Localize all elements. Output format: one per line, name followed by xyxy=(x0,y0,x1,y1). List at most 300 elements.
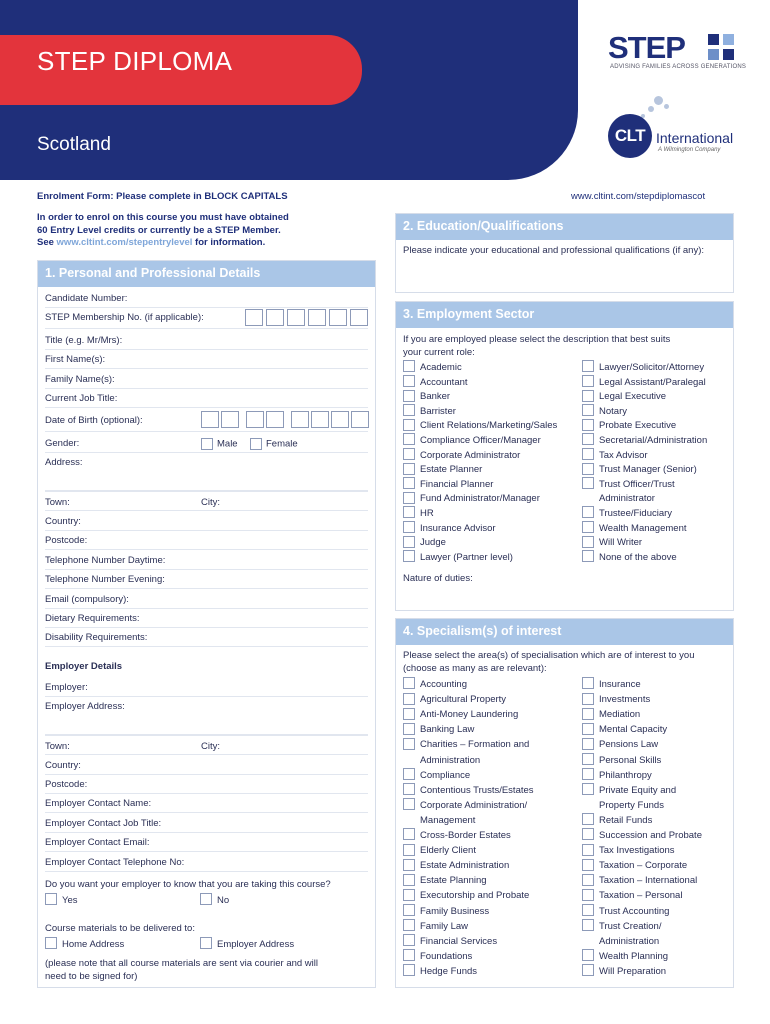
specialism-option[interactable] xyxy=(582,785,676,796)
dob-digit-box[interactable] xyxy=(246,411,264,428)
specialism-checkbox[interactable] xyxy=(403,889,415,901)
specialism-option[interactable] xyxy=(582,845,675,856)
employment-sector-option-label: Trustee/Fiduciary xyxy=(599,508,673,519)
employment-sector-option[interactable] xyxy=(582,391,666,402)
employment-sector-checkbox[interactable] xyxy=(403,375,415,387)
employment-sector-checkbox[interactable] xyxy=(403,477,415,489)
membership-digit-box[interactable] xyxy=(308,309,326,326)
specialism-option[interactable] xyxy=(582,951,668,962)
specialism-option[interactable] xyxy=(403,860,509,871)
employment-sector-checkbox[interactable] xyxy=(403,360,415,372)
specialism-option-label: Philanthropy xyxy=(599,769,652,781)
dob-digit-box[interactable] xyxy=(266,411,284,428)
specialism-option[interactable] xyxy=(403,770,470,781)
specialism-option[interactable] xyxy=(403,906,489,917)
specialism-option[interactable] xyxy=(403,724,474,735)
specialism-instructions-line-1: Please select the area(s) of specialisation which are of interest to you xyxy=(403,650,695,661)
employer-contact-name-field[interactable] xyxy=(45,793,368,813)
specialism-checkbox[interactable] xyxy=(403,738,415,750)
employment-sector-checkbox[interactable] xyxy=(582,448,594,460)
specialism-option[interactable] xyxy=(403,709,518,720)
specialism-checkbox[interactable] xyxy=(582,828,594,840)
employment-sector-option-label: Lawyer/Solicitor/Attorney xyxy=(599,362,705,373)
employment-sector-option-label: Lawyer (Partner level) xyxy=(420,551,513,563)
specialism-checkbox[interactable] xyxy=(582,783,594,795)
employment-sector-checkbox[interactable] xyxy=(403,448,415,460)
intro-line-2: 60 Entry Level credits or currently be a STEP Member. xyxy=(37,224,281,236)
specialism-checkbox[interactable] xyxy=(582,693,594,705)
intro-text xyxy=(37,212,337,250)
membership-digit-box[interactable] xyxy=(350,309,368,326)
specialism-option-label: Personal Skills xyxy=(599,754,662,766)
employment-sector-checkbox[interactable] xyxy=(582,506,594,518)
specialism-checkbox[interactable] xyxy=(403,874,415,886)
employment-sector-option[interactable] xyxy=(403,420,557,431)
specialism-option-label: Mental Capacity xyxy=(599,724,668,736)
employment-sector-option-label: None of the above xyxy=(599,551,677,563)
employment-sector-option-label: Legal Assistant/Paralegal xyxy=(599,376,706,388)
employer-contact-tel-field[interactable] xyxy=(45,852,368,872)
personal-details-panel xyxy=(37,260,376,988)
candidate-number-label: Candidate Number: xyxy=(45,293,128,304)
employer-address-label: Employer Address: xyxy=(45,701,125,712)
specialism-checkbox[interactable] xyxy=(403,964,415,976)
clt-international: International xyxy=(656,130,734,146)
employer-country-label: Country: xyxy=(45,760,81,771)
deliver-home-option[interactable] xyxy=(45,939,124,950)
home-address-checkbox[interactable] xyxy=(45,937,57,949)
clt-subtitle: A Wilmington Company xyxy=(658,147,721,153)
employer-details-heading: Employer Details xyxy=(45,661,123,672)
specialism-checkbox[interactable] xyxy=(403,783,415,795)
specialism-option-label: Will Preparation xyxy=(599,965,667,977)
employment-panel xyxy=(395,301,734,611)
address-field[interactable] xyxy=(45,452,368,491)
employer-town-city-field[interactable] xyxy=(45,735,368,755)
specialism-checkbox[interactable] xyxy=(403,859,415,871)
specialism-option[interactable] xyxy=(403,694,506,705)
employment-sector-option-label: Trust Manager (Senior) xyxy=(599,464,697,476)
entry-level-link[interactable]: www.cltint.com/stepentrylevel xyxy=(56,237,193,248)
job-title-label: Current Job Title: xyxy=(45,393,118,404)
specialism-checkbox[interactable] xyxy=(582,889,594,901)
specialism-checkbox[interactable] xyxy=(582,904,594,916)
dob-digit-box[interactable] xyxy=(291,411,309,428)
intro-see: See xyxy=(37,237,54,248)
employment-sector-option-label: Academic xyxy=(420,362,462,373)
specialism-checkbox[interactable] xyxy=(403,677,415,689)
gender-female-option[interactable] xyxy=(250,438,298,450)
specialism-checkbox[interactable] xyxy=(403,768,415,780)
employer-know-no[interactable] xyxy=(200,895,229,906)
employment-sector-checkbox[interactable] xyxy=(403,536,415,548)
employment-sector-checkbox[interactable] xyxy=(403,550,415,562)
employment-sector-option[interactable] xyxy=(403,391,450,402)
employment-sector-checkbox[interactable] xyxy=(403,404,415,416)
family-names-label: Family Name(s): xyxy=(45,374,115,385)
job-title-field[interactable] xyxy=(45,388,368,408)
town-city-field[interactable] xyxy=(45,491,368,511)
specialism-option-label: Pensions Law xyxy=(599,739,659,751)
step-tagline: ADVISING FAMILIES ACROSS GENERATIONS xyxy=(610,64,747,70)
specialism-checkbox[interactable] xyxy=(403,828,415,840)
employment-sector-option[interactable] xyxy=(403,508,434,519)
employment-sector-option-label: Tax Advisor xyxy=(599,449,648,461)
employment-sector-option-label: Administrator xyxy=(599,493,655,505)
specialism-option-label: Private Equity and xyxy=(599,784,677,796)
courier-note xyxy=(45,957,365,983)
tel-day-label: Telephone Number Daytime: xyxy=(45,555,166,566)
specialism-checkbox[interactable] xyxy=(582,964,594,976)
employment-sector-checkbox[interactable] xyxy=(582,419,594,431)
specialism-option[interactable] xyxy=(582,679,641,690)
title-label: Title (e.g. Mr/Mrs): xyxy=(45,335,123,346)
section-1-heading: 1. Personal and Professional Details xyxy=(38,261,375,287)
employment-sector-option[interactable] xyxy=(403,493,540,504)
specialism-checkbox[interactable] xyxy=(403,798,415,810)
specialism-checkbox[interactable] xyxy=(403,844,415,856)
specialism-option[interactable] xyxy=(403,679,467,690)
employment-sector-checkbox[interactable] xyxy=(403,521,415,533)
employer-contact-job-label: Employer Contact Job Title: xyxy=(45,818,162,829)
employment-sector-checkbox[interactable] xyxy=(403,506,415,518)
membership-digit-box[interactable] xyxy=(287,309,305,326)
employment-sector-option[interactable] xyxy=(403,479,493,490)
specialism-option[interactable] xyxy=(403,890,529,901)
dob-digit-box[interactable] xyxy=(351,411,369,428)
specialism-option-label: Banking Law xyxy=(420,724,475,736)
specialism-checkbox[interactable] xyxy=(582,949,594,961)
specialism-option[interactable] xyxy=(582,739,658,750)
dob-digit-box[interactable] xyxy=(221,411,239,428)
specialism-option[interactable] xyxy=(582,906,669,917)
specialism-option-label: Executorship and Probate xyxy=(420,890,530,902)
employer-city-label: City: xyxy=(201,741,220,752)
employment-sector-checkbox[interactable] xyxy=(582,521,594,533)
clt-logo xyxy=(608,96,738,160)
employment-sector-option-label: Legal Executive xyxy=(599,391,667,403)
specialism-option[interactable] xyxy=(582,724,667,735)
section-4-heading: 4. Specialism(s) of interest xyxy=(396,619,733,645)
email-field[interactable] xyxy=(45,589,368,609)
membership-digit-box[interactable] xyxy=(266,309,284,326)
specialism-option-label: Investments xyxy=(599,694,651,706)
clt-logo-text: CLT xyxy=(608,114,652,158)
specialism-option[interactable] xyxy=(403,785,534,796)
specialism-option[interactable] xyxy=(582,830,702,841)
specialism-option-label: Foundations xyxy=(420,950,473,962)
specialism-option[interactable] xyxy=(403,921,468,932)
specialism-option-label: Taxation – Personal xyxy=(599,890,683,902)
employment-sector-option-label: Judge xyxy=(420,537,446,549)
employment-sector-option-label: Trust Officer/Trust xyxy=(599,478,675,490)
tel-day-field[interactable] xyxy=(45,550,368,570)
specialism-option xyxy=(403,755,480,766)
employment-sector-option[interactable] xyxy=(403,435,541,446)
candidate-number-field[interactable] xyxy=(45,288,368,308)
employment-sector-option-label: Corporate Administrator xyxy=(420,449,521,461)
specialism-option[interactable] xyxy=(403,739,529,750)
specialism-option-label: Estate Administration xyxy=(420,860,510,872)
employment-sector-checkbox[interactable] xyxy=(582,550,594,562)
employment-sector-option[interactable] xyxy=(582,450,648,461)
dietary-field[interactable] xyxy=(45,608,368,628)
address-label: Address: xyxy=(45,457,83,468)
specialism-checkbox[interactable] xyxy=(403,919,415,931)
specialism-option[interactable] xyxy=(403,830,511,841)
specialism-checkbox[interactable] xyxy=(582,844,594,856)
specialism-option-label: Taxation – Corporate xyxy=(599,860,688,872)
employment-sector-checkbox[interactable] xyxy=(582,536,594,548)
specialism-option-label: Mediation xyxy=(599,709,641,721)
specialism-option[interactable] xyxy=(582,890,682,901)
tel-eve-label: Telephone Number Evening: xyxy=(45,574,165,585)
specialism-option[interactable] xyxy=(582,770,652,781)
first-names-label: First Name(s): xyxy=(45,354,106,365)
materials-question: Course materials to be delivered to: xyxy=(45,923,195,934)
employer-address-checkbox[interactable] xyxy=(200,937,212,949)
employer-contact-email-label: Employer Contact Email: xyxy=(45,837,150,848)
specialism-option[interactable] xyxy=(403,951,472,962)
specialism-panel xyxy=(395,618,734,988)
specialism-option-label: Compliance xyxy=(420,769,471,781)
specialism-option[interactable] xyxy=(403,875,487,886)
membership-number-label: STEP Membership No. (if applicable): xyxy=(45,312,204,323)
first-names-field[interactable] xyxy=(45,349,368,369)
employment-sector-checkbox[interactable] xyxy=(403,463,415,475)
specialism-option[interactable] xyxy=(403,936,497,947)
deliver-employer-option[interactable] xyxy=(200,939,294,950)
employment-sector-option[interactable] xyxy=(403,450,520,461)
employer-label: Employer: xyxy=(45,682,88,693)
female-label: Female xyxy=(266,438,298,450)
employer-contact-name-label: Employer Contact Name: xyxy=(45,798,152,809)
employment-sector-checkbox[interactable] xyxy=(403,433,415,445)
specialism-checkbox[interactable] xyxy=(582,723,594,735)
specialism-checkbox[interactable] xyxy=(582,859,594,871)
page-title: STEP DIPLOMA xyxy=(37,46,233,76)
specialism-option-label: Financial Services xyxy=(420,935,498,947)
employment-sector-checkbox[interactable] xyxy=(403,419,415,431)
specialism-checkbox[interactable] xyxy=(582,813,594,825)
specialism-checkbox[interactable] xyxy=(582,768,594,780)
specialism-option-label: Cross-Border Estates xyxy=(420,830,511,841)
employment-sector-option-label: Notary xyxy=(599,405,627,417)
employer-country-field[interactable] xyxy=(45,755,368,775)
specialism-option-label: Elderly Client xyxy=(420,845,476,857)
nature-of-duties-label: Nature of duties: xyxy=(403,573,473,584)
employment-sector-option[interactable] xyxy=(582,552,677,563)
section-2-heading: 2. Education/Qualifications xyxy=(396,214,733,240)
specialism-checkbox[interactable] xyxy=(403,693,415,705)
specialism-option-label: Charities – Formation and xyxy=(420,739,530,751)
specialism-option-label: Administration xyxy=(420,754,481,766)
specialism-option[interactable] xyxy=(582,966,666,977)
employment-sector-option[interactable] xyxy=(582,406,627,417)
gender-male-option[interactable] xyxy=(201,438,238,450)
employment-sector-option[interactable] xyxy=(582,479,675,490)
specialism-checkbox[interactable] xyxy=(582,708,594,720)
tel-eve-field[interactable] xyxy=(45,569,368,589)
specialism-option[interactable] xyxy=(403,800,527,811)
employment-sector-option[interactable] xyxy=(403,552,513,563)
family-names-field[interactable] xyxy=(45,369,368,389)
specialism-option[interactable] xyxy=(582,815,652,826)
female-checkbox[interactable] xyxy=(250,438,262,450)
specialism-checkbox[interactable] xyxy=(403,949,415,961)
enrolment-note: Enrolment Form: Please complete in BLOCK CAPITALS xyxy=(37,191,288,202)
specialism-checkbox[interactable] xyxy=(582,874,594,886)
intro-info: for information. xyxy=(195,237,266,248)
employment-sector-option-label: Insurance Advisor xyxy=(420,522,496,534)
postcode-field[interactable] xyxy=(45,530,368,550)
employment-sector-checkbox[interactable] xyxy=(582,375,594,387)
specialism-checkbox[interactable] xyxy=(582,753,594,765)
step-logo xyxy=(608,30,747,74)
employer-postcode-label: Postcode: xyxy=(45,779,88,790)
employment-sector-option xyxy=(582,493,655,504)
no-checkbox[interactable] xyxy=(200,893,212,905)
employment-sector-option[interactable] xyxy=(582,523,687,534)
section-3-heading: 3. Employment Sector xyxy=(396,302,733,328)
specialism-checkbox[interactable] xyxy=(582,738,594,750)
employment-sector-checkbox[interactable] xyxy=(582,390,594,402)
employment-sector-option-label: Compliance Officer/Manager xyxy=(420,435,541,446)
employment-sector-checkbox[interactable] xyxy=(582,463,594,475)
intro-line-1: In order to enrol on this course you must have obtained xyxy=(37,212,289,223)
employment-sector-option[interactable] xyxy=(582,537,642,548)
specialism-option[interactable] xyxy=(582,921,661,932)
specialism-checkbox[interactable] xyxy=(582,919,594,931)
yes-checkbox[interactable] xyxy=(45,893,57,905)
employer-address-option-label: Employer Address xyxy=(217,939,295,950)
employer-address-field[interactable] xyxy=(45,696,368,735)
town-label: Town: xyxy=(45,497,70,508)
employment-sector-option[interactable] xyxy=(403,362,462,373)
intro-line-3 xyxy=(37,237,337,250)
male-checkbox[interactable] xyxy=(201,438,213,450)
employment-sector-option[interactable] xyxy=(582,362,704,373)
employment-sector-option[interactable] xyxy=(582,420,676,431)
employment-sector-checkbox[interactable] xyxy=(582,360,594,372)
employer-know-yes[interactable] xyxy=(45,895,78,906)
yes-label: Yes xyxy=(62,895,78,906)
specialism-option-label: Property Funds xyxy=(599,799,664,811)
employment-sector-checkbox[interactable] xyxy=(582,477,594,489)
specialism-option-label: Family Business xyxy=(420,905,490,917)
employer-field[interactable] xyxy=(45,677,368,697)
specialism-checkbox[interactable] xyxy=(403,934,415,946)
membership-digit-box[interactable] xyxy=(245,309,263,326)
specialism-checkbox[interactable] xyxy=(403,708,415,720)
membership-digit-box[interactable] xyxy=(329,309,347,326)
employment-sector-checkbox[interactable] xyxy=(582,404,594,416)
specialism-checkbox[interactable] xyxy=(582,677,594,689)
courier-note-line-2: need to be signed for) xyxy=(45,971,138,982)
specialism-instructions-line-2: (choose as many as are relevant): xyxy=(403,663,547,674)
employment-sector-option[interactable] xyxy=(582,377,706,388)
specialism-option[interactable] xyxy=(582,694,650,705)
employment-sector-option[interactable] xyxy=(582,464,697,475)
employer-postcode-field[interactable] xyxy=(45,774,368,794)
employment-instructions-line-2: your current role: xyxy=(403,347,475,358)
employment-instructions-line-1: If you are employed please select the description that best suits xyxy=(403,334,671,345)
specialism-option-label: Hedge Funds xyxy=(420,965,478,977)
specialism-option-label: Contentious Trusts/Estates xyxy=(420,784,534,796)
specialism-option-label: Trust Creation/ xyxy=(599,920,662,932)
specialism-checkbox[interactable] xyxy=(403,723,415,735)
employment-sector-option-label: Financial Planner xyxy=(420,478,494,490)
title-field[interactable] xyxy=(45,330,368,350)
specialism-option-label: Insurance xyxy=(599,679,641,690)
employment-sector-option[interactable] xyxy=(582,508,672,519)
employer-contact-tel-label: Employer Contact Telephone No: xyxy=(45,857,185,868)
step-mark-icon xyxy=(708,34,734,60)
specialism-option-label: Accounting xyxy=(420,679,468,690)
employer-know-question: Do you want your employer to know that you are taking this course? xyxy=(45,879,331,890)
employment-sector-option-label: Wealth Management xyxy=(599,522,687,534)
gender-field xyxy=(45,433,368,453)
employment-sector-option-label: Accountant xyxy=(420,376,468,388)
specialism-option-label: Trust Accounting xyxy=(599,905,670,917)
specialism-checkbox[interactable] xyxy=(403,904,415,916)
specialism-option[interactable] xyxy=(582,875,697,886)
membership-number-field[interactable] xyxy=(45,307,368,329)
specialism-option[interactable] xyxy=(582,860,687,871)
disability-label: Disability Requirements: xyxy=(45,632,148,643)
specialism-instructions xyxy=(403,649,723,675)
disability-field[interactable] xyxy=(45,627,368,647)
employment-sector-checkbox[interactable] xyxy=(582,433,594,445)
postcode-label: Postcode: xyxy=(45,535,88,546)
employment-sector-option[interactable] xyxy=(403,464,482,475)
specialism-option-label: Tax Investigations xyxy=(599,845,675,857)
specialism-option[interactable] xyxy=(582,755,661,766)
employment-sector-option[interactable] xyxy=(403,537,446,548)
employment-sector-option[interactable] xyxy=(403,377,468,388)
specialism-option[interactable] xyxy=(582,709,640,720)
employment-sector-option[interactable] xyxy=(403,523,496,534)
country-field[interactable] xyxy=(45,511,368,531)
dob-digit-box[interactable] xyxy=(201,411,219,428)
employment-sector-option[interactable] xyxy=(582,435,707,446)
employment-sector-option-label: Will Writer xyxy=(599,537,643,549)
education-instructions: Please indicate your educational and professional qualifications (if any): xyxy=(403,245,705,256)
website-link[interactable]: www.cltint.com/stepdiplomascot xyxy=(571,191,706,202)
specialism-option-label: Family Law xyxy=(420,920,469,932)
employment-sector-checkbox[interactable] xyxy=(403,492,415,504)
employment-sector-option-label: Fund Administrator/Manager xyxy=(420,493,540,505)
employment-sector-option-label: Secretarial/Administration xyxy=(599,435,708,446)
specialism-option-label: Wealth Planning xyxy=(599,950,669,962)
specialism-option-label: Management xyxy=(420,814,476,826)
specialism-option-label: Succession and Probate xyxy=(599,830,702,841)
employer-contact-job-field[interactable] xyxy=(45,813,368,833)
dietary-label: Dietary Requirements: xyxy=(45,613,140,624)
specialism-option[interactable] xyxy=(403,845,476,856)
employer-contact-email-field[interactable] xyxy=(45,832,368,852)
specialism-option xyxy=(582,936,659,947)
specialism-option[interactable] xyxy=(403,966,477,977)
employment-sector-option-label: Barrister xyxy=(420,405,456,417)
employment-sector-checkbox[interactable] xyxy=(403,390,415,402)
city-label: City: xyxy=(201,497,220,508)
dob-digit-box[interactable] xyxy=(331,411,349,428)
employer-town-label: Town: xyxy=(45,741,70,752)
dob-digit-box[interactable] xyxy=(311,411,329,428)
dob-field[interactable] xyxy=(45,408,368,432)
employment-sector-option[interactable] xyxy=(403,406,456,417)
